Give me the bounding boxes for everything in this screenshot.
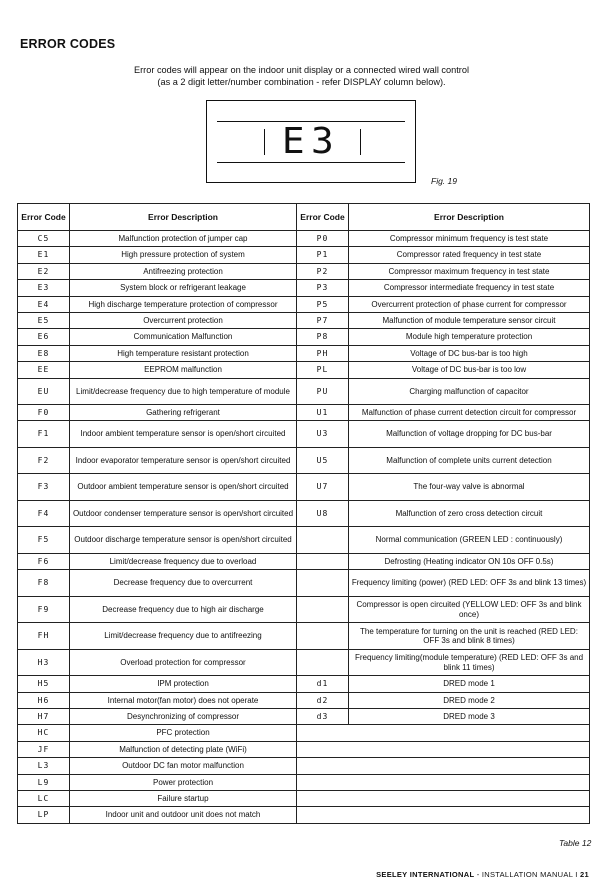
left-error-description: High pressure protection of system <box>70 247 297 263</box>
left-error-code: F6 <box>18 553 70 569</box>
right-error-description: Frequency limiting(module temperature) (RED LED: OFF 3s and blink 11 times) <box>349 649 590 676</box>
right-error-code: P7 <box>297 312 349 328</box>
footer-brand: SEELEY INTERNATIONAL <box>376 870 475 879</box>
table-caption: Table 12 <box>559 838 592 848</box>
table-row <box>18 231 590 247</box>
right-error-code <box>297 570 349 597</box>
page-heading: ERROR CODES <box>20 37 116 51</box>
right-error-description: Malfunction of complete units current detection <box>349 447 590 474</box>
left-error-description: Limit/decrease frequency due to antifreezing <box>70 623 297 650</box>
right-error-description: Voltage of DC bus-bar is too high <box>349 345 590 361</box>
left-error-description: IPM protection <box>70 676 297 692</box>
table-row <box>18 623 590 650</box>
table-row <box>18 807 590 823</box>
right-error-description: Compressor intermediate frequency in test state <box>349 280 590 296</box>
left-error-code: F0 <box>18 405 70 421</box>
right-error-code: P0 <box>297 231 349 247</box>
right-error-code: P5 <box>297 296 349 312</box>
empty-cell <box>297 758 590 774</box>
left-error-description: PFC protection <box>70 725 297 741</box>
left-error-description: Power protection <box>70 774 297 790</box>
right-error-code: PH <box>297 345 349 361</box>
left-error-code: H5 <box>18 676 70 692</box>
table-row <box>18 527 590 554</box>
left-error-code: LC <box>18 791 70 807</box>
left-error-description: Limit/decrease frequency due to overload <box>70 553 297 569</box>
table-row <box>18 791 590 807</box>
right-error-description: Compressor is open circuited (YELLOW LED: OFF 3s and blink once) <box>349 596 590 623</box>
right-error-description: Module high temperature protection <box>349 329 590 345</box>
left-error-code: LP <box>18 807 70 823</box>
table-row <box>18 570 590 597</box>
left-error-description: Failure startup <box>70 791 297 807</box>
right-error-code: U8 <box>297 500 349 527</box>
table-row <box>18 474 590 501</box>
left-error-code: C5 <box>18 231 70 247</box>
left-error-code: F5 <box>18 527 70 554</box>
right-error-code: d2 <box>297 692 349 708</box>
left-error-description: Malfunction of detecting plate (WiFi) <box>70 741 297 757</box>
empty-cell <box>297 807 590 823</box>
left-error-code: HC <box>18 725 70 741</box>
left-error-code: E4 <box>18 296 70 312</box>
left-error-code: E2 <box>18 263 70 279</box>
left-error-code: E8 <box>18 345 70 361</box>
right-error-code: P1 <box>297 247 349 263</box>
right-error-description: DRED mode 3 <box>349 709 590 725</box>
right-error-description: DRED mode 1 <box>349 676 590 692</box>
table-row <box>18 296 590 312</box>
right-error-code: PL <box>297 362 349 378</box>
table-row <box>18 247 590 263</box>
table-row <box>18 378 590 405</box>
table-row <box>18 649 590 676</box>
left-error-description: System block or refrigerant leakage <box>70 280 297 296</box>
table-row <box>18 362 590 378</box>
right-error-description: Compressor rated frequency in test state <box>349 247 590 263</box>
right-error-code <box>297 596 349 623</box>
table-row <box>18 676 590 692</box>
table-row <box>18 329 590 345</box>
left-error-description: EEPROM malfunction <box>70 362 297 378</box>
right-error-code <box>297 649 349 676</box>
left-error-code: E1 <box>18 247 70 263</box>
left-error-description: Internal motor(fan motor) does not operate <box>70 692 297 708</box>
right-error-code: P2 <box>297 263 349 279</box>
table-row <box>18 774 590 790</box>
left-error-code: H7 <box>18 709 70 725</box>
right-error-description: The temperature for turning on the unit is reached (RED LED: OFF 3s and blink 8 times) <box>349 623 590 650</box>
left-error-code: E5 <box>18 312 70 328</box>
page-footer <box>376 870 589 879</box>
left-error-code: F1 <box>18 421 70 448</box>
left-error-description: High temperature resistant protection <box>70 345 297 361</box>
left-error-code: F4 <box>18 500 70 527</box>
page-number: 21 <box>580 870 589 879</box>
left-error-description: Malfunction protection of jumper cap <box>70 231 297 247</box>
left-error-code: H3 <box>18 649 70 676</box>
left-error-code: F2 <box>18 447 70 474</box>
table-row <box>18 692 590 708</box>
intro-line-2: (as a 2 digit letter/number combination - refer DISPLAY column below). <box>157 77 446 87</box>
right-error-code: d1 <box>297 676 349 692</box>
right-error-code: U5 <box>297 447 349 474</box>
right-error-code: P3 <box>297 280 349 296</box>
right-error-code <box>297 623 349 650</box>
right-code-header: Error Code <box>297 204 349 231</box>
table-row <box>18 741 590 757</box>
table-row <box>18 421 590 448</box>
left-description-header: Error Description <box>70 204 297 231</box>
right-error-description: Malfunction of phase current detection circuit for compressor <box>349 405 590 421</box>
footer-section: - INSTALLATION MANUAL <box>474 870 573 879</box>
left-error-description: Overcurrent protection <box>70 312 297 328</box>
error-codes-table <box>17 203 590 824</box>
left-error-code: JF <box>18 741 70 757</box>
left-error-code: E6 <box>18 329 70 345</box>
table-row <box>18 405 590 421</box>
left-error-code: F9 <box>18 596 70 623</box>
left-error-code: F3 <box>18 474 70 501</box>
right-error-code: PU <box>297 378 349 405</box>
left-error-description: High discharge temperature protection of compressor <box>70 296 297 312</box>
empty-cell <box>297 774 590 790</box>
left-error-description: Indoor unit and outdoor unit does not match <box>70 807 297 823</box>
left-error-description: Antifreezing protection <box>70 263 297 279</box>
left-error-description: Outdoor ambient temperature sensor is open/short circuited <box>70 474 297 501</box>
figure-label: Fig. 19 <box>431 176 457 186</box>
right-error-description: Voltage of DC bus-bar is too low <box>349 362 590 378</box>
table-row <box>18 312 590 328</box>
left-error-description: Decrease frequency due to high air discharge <box>70 596 297 623</box>
left-code-header: Error Code <box>18 204 70 231</box>
table-row <box>18 280 590 296</box>
right-error-code: U3 <box>297 421 349 448</box>
table-row <box>18 725 590 741</box>
empty-cell <box>297 725 590 741</box>
right-error-code: U1 <box>297 405 349 421</box>
table-row <box>18 758 590 774</box>
left-error-code: L3 <box>18 758 70 774</box>
display-bottom-line <box>217 162 405 163</box>
right-error-description: Charging malfunction of capacitor <box>349 378 590 405</box>
right-error-code <box>297 553 349 569</box>
right-error-description: Malfunction of zero cross detection circuit <box>349 500 590 527</box>
footer-separator: I <box>572 870 581 879</box>
right-error-code: d3 <box>297 709 349 725</box>
right-error-code: P8 <box>297 329 349 345</box>
right-error-code: U7 <box>297 474 349 501</box>
empty-cell <box>297 791 590 807</box>
left-error-code: EE <box>18 362 70 378</box>
left-error-description: Outdoor condenser temperature sensor is open/short circuited <box>70 500 297 527</box>
right-error-description: Compressor minimum frequency is test state <box>349 231 590 247</box>
display-panel-illustration <box>206 100 416 183</box>
left-error-description: Outdoor discharge temperature sensor is open/short circuited <box>70 527 297 554</box>
table-row <box>18 553 590 569</box>
right-error-description: Overcurrent protection of phase current for compressor <box>349 296 590 312</box>
right-error-description: Malfunction of voltage dropping for DC bus-bar <box>349 421 590 448</box>
right-description-header: Error Description <box>349 204 590 231</box>
left-error-description: Communication Malfunction <box>70 329 297 345</box>
table-header-row <box>18 204 590 231</box>
left-error-code: H6 <box>18 692 70 708</box>
right-error-code <box>297 527 349 554</box>
table-row <box>18 500 590 527</box>
right-error-description: Compressor maximum frequency in test state <box>349 263 590 279</box>
left-error-description: Limit/decrease frequency due to high temperature of module <box>70 378 297 405</box>
display-right-bar <box>360 129 361 155</box>
empty-cell <box>297 741 590 757</box>
left-error-description: Gathering refrigerant <box>70 405 297 421</box>
right-error-description: Malfunction of module temperature sensor circuit <box>349 312 590 328</box>
right-error-description: The four-way valve is abnormal <box>349 474 590 501</box>
right-error-description: DRED mode 2 <box>349 692 590 708</box>
left-error-description: Indoor ambient temperature sensor is open/short circuited <box>70 421 297 448</box>
table-row <box>18 709 590 725</box>
left-error-code: EU <box>18 378 70 405</box>
right-error-description: Defrosting (Heating indicator ON 10s OFF 0.5s) <box>349 553 590 569</box>
table-row <box>18 345 590 361</box>
left-error-description: Overload protection for compressor <box>70 649 297 676</box>
left-error-code: FH <box>18 623 70 650</box>
right-error-description: Frequency limiting (power) (RED LED: OFF 3s and blink 13 times) <box>349 570 590 597</box>
left-error-code: E3 <box>18 280 70 296</box>
left-error-description: Desynchronizing of compressor <box>70 709 297 725</box>
left-error-description: Indoor evaporator temperature sensor is open/short circuited <box>70 447 297 474</box>
left-error-code: L9 <box>18 774 70 790</box>
left-error-description: Outdoor DC fan motor malfunction <box>70 758 297 774</box>
left-error-code: F8 <box>18 570 70 597</box>
table-row <box>18 263 590 279</box>
table-row <box>18 596 590 623</box>
intro-line-1: Error codes will appear on the indoor unit display or a connected wired wall control <box>133 65 469 75</box>
left-error-description: Decrease frequency due to overcurrent <box>70 570 297 597</box>
display-error-code: E3 <box>281 121 341 162</box>
right-error-description: Normal communication (GREEN LED : continuously) <box>349 527 590 554</box>
table-row <box>18 447 590 474</box>
